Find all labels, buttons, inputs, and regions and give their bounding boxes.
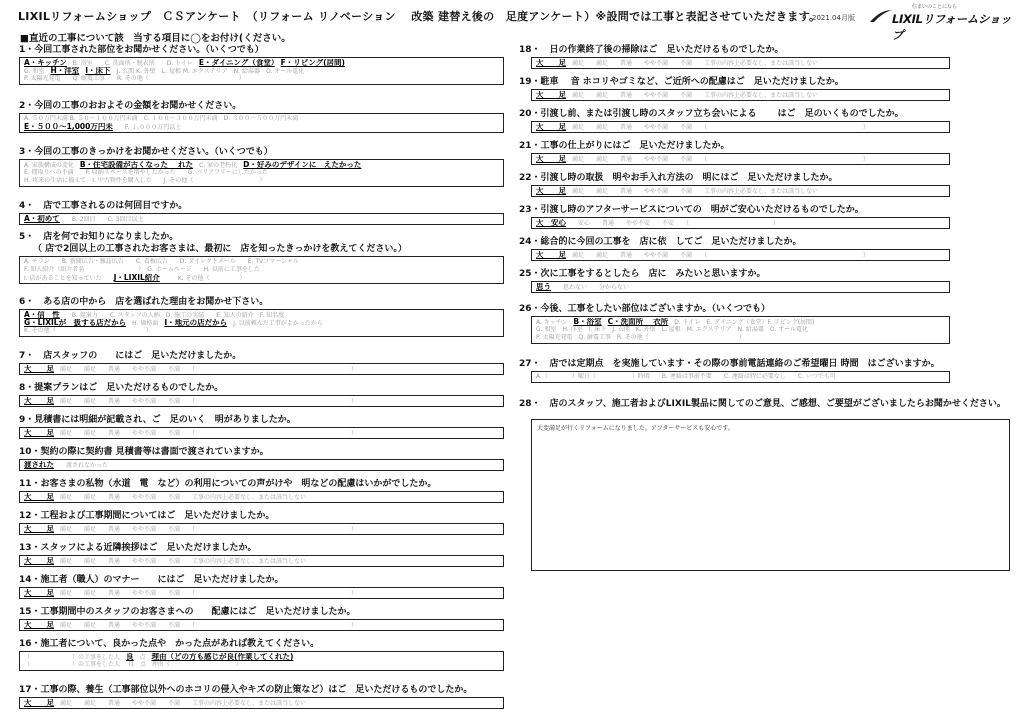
selected-option[interactable]: 大 足 [536, 251, 566, 259]
selected-option[interactable]: 大 足 [24, 397, 54, 405]
selected-option[interactable]: 大 足 [24, 621, 54, 629]
selected-option[interactable]: 大 足 [24, 429, 54, 437]
reason-text[interactable]: 理由（どの方も感じが良(作業してくれた) [151, 653, 294, 661]
question-text: 4・ 店で工事されるのは何回目ですか。 [19, 201, 188, 211]
option-text[interactable]: 満足 満足 普通 やや不満 不満 工事の内容上必要なし、または該当しない [60, 700, 307, 707]
option-text[interactable]: 満足 満足 普通 やや不満 不満 （ ） [60, 590, 358, 597]
question-text: 16・施工者について、良かった点や かった点があれば教えてください。 [19, 639, 320, 649]
answer-box [531, 217, 950, 229]
question-text: 21・工事の仕上がりにはご 足いただけましたか。 [519, 141, 730, 151]
question-text: 6・ ある店の中から 店を選ばれた理由をお聞かせ下さい。 [19, 297, 269, 307]
option-text[interactable]: C. 家の老朽化 [193, 162, 244, 169]
question-text: 20・引渡し前、または引渡し時のスタッフ立ち会いによる はご 足のいくものでしたか。 [519, 109, 904, 119]
option-text[interactable]: （ ）の工事をした人 [24, 654, 127, 661]
question-12 [19, 510, 504, 535]
option-text[interactable]: G. 和室 [24, 68, 51, 75]
question-text: 11・お客さまの私物（水道 電 など）の利用についての声がけや 明などの配慮はいかがでしたか。 [19, 479, 437, 489]
question-19 [519, 76, 950, 101]
option-text[interactable]: A. チラシ B. 新聞広告・雑誌広告 C. 看板広告 D. ダイレクトメール E. TVコマーシャル [24, 258, 299, 265]
selected-option[interactable]: 大 足 [536, 91, 566, 99]
answer-box [19, 619, 504, 631]
answer-box [19, 363, 504, 375]
option-text[interactable]: J. 以前頼んだ工事がよかったから [227, 320, 323, 327]
answer-box [19, 697, 504, 709]
question-26 [519, 303, 950, 344]
option-text[interactable]: A. キッチン [536, 319, 574, 326]
option-text[interactable]: 満足 満足 普通 やや不満 不満 （ ） [572, 252, 870, 259]
selected-option[interactable]: I・地元の店だから [164, 319, 228, 327]
option-text[interactable]: P. 太陽光発電 Q. 耐震工事 R. その他（ ） [536, 334, 745, 341]
question-11 [19, 478, 504, 503]
answer-box [531, 281, 950, 293]
question-text: 19・駐車 音 ホコリやゴミなど、ご近所への配慮はご 足いただけましたか。 [519, 77, 844, 87]
answer-box [531, 185, 950, 197]
answer-box [19, 523, 504, 535]
selected-option[interactable]: 渡された [24, 461, 54, 469]
logo-text: LIXILリフォームショップ [892, 12, 1012, 42]
selected-option[interactable]: 大 足 [536, 155, 566, 163]
option-text[interactable]: 満足 満足 普通 やや不満 不満 （ ） [60, 430, 358, 437]
option-text[interactable]: 点 [133, 654, 152, 661]
question-text: 10・契約の際に契約書 見積書等は書面で渡されていますか。 [19, 447, 269, 457]
question-text: 22・引渡し時の取扱 明やお手入れ方法の 明にはご 足いただけましたか。 [519, 173, 838, 183]
question-text: 15・工事期間中のスタッフのお客さまへの 配慮にはご 足いただけましたか。 [19, 607, 356, 617]
question-text: 26・今後、工事をしたい部位はございますか。（いくつでも） [519, 304, 771, 314]
option-text[interactable]: K. その他（ ） [159, 275, 246, 282]
answer-box [19, 459, 504, 471]
question-text: 1・今回工事された部位をお聞かせください。（いくつでも） [19, 45, 264, 55]
selected-option[interactable]: 大 足 [24, 493, 54, 501]
option-text[interactable]: 安心 普通 やや不安 不安 （ ） [566, 220, 780, 227]
option-text[interactable]: A.（ ）曜日（ ）時頃 B. 連絡は事前不要 C. 連絡は特に必要なし C. いつでも可 [536, 373, 836, 380]
selected-option[interactable]: E・ダイニング（食堂） [198, 59, 275, 67]
selected-option[interactable]: D・好みのデザインに えたかった [243, 161, 362, 169]
option-text[interactable]: 満足 満足 普通 やや不満 不満 （ ） [572, 124, 870, 131]
option-text[interactable]: 満足 満足 普通 やや不満 不満 工事の内容上必要なし、または該当しない [60, 494, 307, 501]
question-16 [19, 638, 504, 671]
answer-box [19, 587, 504, 599]
option-text[interactable]: E. 間取りへの不満 F. 収納スペースを増やしたかった G. バリアフリーにしたかった [24, 169, 268, 176]
answer-box [531, 57, 950, 69]
question-text: 28・ 店のスタッフ、施工者およびLIXIL製品に関してのご意見、ご感想、ご要望がございましたらお聞かせください。 [519, 399, 1006, 409]
lixil-logo [866, 3, 1016, 42]
question-21 [519, 140, 950, 165]
question-28 [519, 398, 1019, 410]
option-text[interactable]: G. 和室 H. 洋室 I. 床下 J. 玄関 K. 外壁 L. 屋根 M. エクステリア N. 給湯器 O. オール電化 [536, 326, 809, 333]
question-6 [19, 296, 504, 337]
option-text[interactable]: A. ５０万円未満 B. ５０～１００万円未満 C. １００～３００万円未満 D. ３００～５００万円未満 [24, 115, 299, 122]
question-text: 13・スタッフによる近隣挨拶はご 足いただけましたか。 [19, 543, 257, 553]
selected-option[interactable]: J・LIXIL紹介 [113, 274, 160, 282]
selected-option[interactable]: 思う [536, 283, 551, 291]
question-text: 2・今回の工事のおおよその金額をお聞かせください。 [19, 101, 242, 111]
selected-option[interactable]: 大 足 [536, 123, 566, 131]
option-text[interactable]: 満足 満足 普通 やや不満 不満 （ ） [60, 622, 358, 629]
question-18 [519, 44, 950, 69]
selected-option[interactable]: 大 足 [24, 525, 54, 533]
selected-option[interactable]: H・洋室 [50, 67, 80, 75]
question-2 [19, 100, 504, 133]
question-9 [19, 414, 504, 439]
selected-option[interactable]: 大 足 [536, 59, 566, 67]
selected-option[interactable]: 大 安心 [536, 219, 566, 227]
selected-option[interactable]: 大 足 [24, 557, 54, 565]
question-10 [19, 446, 504, 471]
question-8 [19, 382, 504, 407]
selected-option[interactable]: A・初めて [24, 215, 60, 223]
option-text[interactable]: D. トイレ E. ダイニング（食堂）F. リビング(居間) [668, 319, 815, 326]
selected-option[interactable]: C・洗面所 衣所 [607, 318, 669, 326]
question-20 [519, 108, 950, 133]
question-15 [19, 606, 504, 631]
answer-box [19, 491, 504, 503]
version-date: 2021.04月版 [812, 14, 855, 22]
answer-box [19, 113, 504, 133]
selected-option[interactable]: E・５００～1,000万円未 [24, 123, 113, 131]
option-text[interactable]: 満足 満足 普通 やや不満 不満 工事の内容上必要なし、または該当しない [572, 60, 819, 67]
question-text: 3・今回の工事のきっかけをお聞かせください。（いくつでも） [19, 147, 273, 157]
selected-option[interactable]: I・床下 [85, 67, 111, 75]
option-text[interactable]: K. その他（ ） [24, 327, 152, 334]
answer-box [531, 121, 950, 133]
question-13 [19, 542, 504, 567]
option-text[interactable]: A. 家族構成の変化 [24, 162, 80, 169]
question-25 [519, 268, 950, 293]
option-text[interactable]: F. 知人紹介（紹介者名 ） G. ホームページ H. 以前に工事をした [24, 266, 260, 273]
option-text[interactable]: B. 浴室 C. 洗面所・脱衣所 D. トイレ [66, 60, 199, 67]
logo-tagline: 住まいのことになら [912, 4, 958, 10]
question-text: 18・ 日の作業終了後の掃除はご 足いただけるものでしたか。 [519, 45, 784, 55]
option-text[interactable]: 思わない 分からない [551, 284, 630, 291]
answer-box [19, 213, 504, 225]
option-text[interactable]: 満足 満足 普通 やや不満 不満 （ ） [60, 398, 358, 405]
option-text[interactable]: 満足 満足 普通 やや不満 不満 工事の内容上必要なし、または該当しない [60, 558, 307, 565]
question-text: 5・ 店を何でお知りになりましたか。 [19, 232, 179, 242]
answer-box [19, 395, 504, 407]
option-text[interactable]: （ ）の工事をした人 良 点 理由（ ） [24, 661, 242, 668]
question-3 [19, 146, 504, 187]
comment-textarea[interactable]: 大変満足が行くリフォームになりました。アフターサービスも安心です。 [531, 419, 1010, 571]
selected-option[interactable]: B・住宅設備が古くなった れた [79, 161, 194, 169]
answer-box [531, 89, 950, 101]
selected-option[interactable]: 大 足 [24, 589, 54, 597]
answer-box [19, 651, 504, 671]
option-text[interactable]: 満足 満足 普通 やや不満 不満 工事の内容上必要なし、または該当しない [572, 188, 819, 195]
question-text: 27・ 店では定期点 を実施しています・その際の事前電話連絡のご希望曜日 時間 はございますか。 [519, 359, 940, 369]
selected-option[interactable]: F・リビング(居間) [280, 59, 345, 67]
answer-box [19, 427, 504, 439]
question-14 [19, 574, 504, 599]
option-text[interactable]: P. 太陽光発電 Q. 耐震工事 R. その他（ ） [24, 75, 245, 82]
selected-option[interactable]: 大 足 [536, 187, 566, 195]
answer-box [19, 309, 504, 337]
selected-option[interactable]: A・キッチン [24, 59, 67, 67]
question-text: 7・ 店スタッフの にはご 足いただけましたか。 [19, 351, 242, 361]
option-text[interactable]: I. 店があることを知っていた [24, 275, 114, 282]
question-24 [519, 236, 950, 261]
question-22 [519, 172, 950, 197]
selected-option[interactable]: 大 足 [24, 365, 54, 373]
answer-box [531, 316, 950, 344]
survey-title: LIXILリフォームショップ ＣＳアンケート （リフォーム リノベーション 改築 建替え後の 足度アンケート）※設問では工事と表記させていただきます。 [18, 10, 821, 23]
option-text[interactable]: H. 将来の生活に備えて I. 中古物件を購入した J. その他（ ） [24, 177, 266, 184]
question-text: 17・工事の際、養生（工事部位以外へのホコリの侵入やキズの防止策など）はご 足いただけるものでしたか。 [19, 685, 473, 695]
option-text[interactable]: H. 価格面 [126, 320, 165, 327]
option-text[interactable]: 満足 満足 普通 やや不満 不満 （ ） [60, 526, 358, 533]
option-text[interactable]: 満足 満足 普通 やや不満 不満 （ ） [60, 366, 358, 373]
option-text[interactable]: B. 2回目 C. 3回目以上 [59, 216, 144, 223]
answer-box [531, 249, 950, 261]
option-text[interactable]: 満足 満足 普通 やや不満 不満 工事の内容上必要なし、または該当しない [572, 92, 819, 99]
answer-box [19, 57, 504, 85]
answer-box [19, 555, 504, 567]
question-text: 14・施工者（職人）のマナー にはご 足いただけましたか。 [19, 575, 284, 585]
question-text: 9・見積書には明細が記載され、ご 足のいく 明がありましたか。 [19, 415, 296, 425]
option-text[interactable]: 満足 満足 普通 やや不満 不満 （ ） [572, 156, 870, 163]
option-text[interactable]: J. 玄関 K. 外壁 L. 屋根 M. エクステリア N. 給湯器 O. オール電化 [110, 68, 305, 75]
question-text: 23・引渡し時のアフターサービスについての 明がご安心いただけるものでしたか。 [519, 205, 864, 215]
question-27 [519, 358, 950, 383]
question-text: 8・提案プランはご 足いただけるものでしたか。 [19, 383, 224, 393]
answer-box [531, 371, 950, 383]
question-text: 25・次に工事をするとしたら 店に みたいと思いますか。 [519, 269, 766, 279]
answer-box [531, 153, 950, 165]
question-text: 12・工程および工事期間についてはご 足いただけましたか。 [19, 511, 275, 521]
instruction: ■直近の工事について該 当する項目に◯をお付け(ください。 [20, 33, 291, 44]
selected-option[interactable]: A・信 性 [24, 311, 60, 319]
option-text[interactable]: F. １,０００万円以上 [112, 124, 182, 131]
question-text: 24・総合的に今回の工事を 店に依 してご 足いただけましたか。 [519, 237, 802, 247]
option-text[interactable]: 渡されなかった [54, 462, 109, 469]
lixil-swoosh-icon [868, 8, 894, 24]
selected-option[interactable]: B・浴室 [573, 318, 602, 326]
question-4 [19, 200, 504, 225]
question-23 [519, 204, 950, 229]
answer-box [19, 256, 504, 284]
answer-box [19, 159, 504, 187]
selected-option[interactable]: G・LIXILが 扱する店だから [24, 319, 127, 327]
question-1 [19, 44, 504, 85]
option-text[interactable]: B. 提案力 C. スタッフの人柄 D. 施工の実績 E. 知人の紹介 F. 知名度 [59, 312, 285, 319]
selected-option[interactable]: 良 [126, 653, 134, 661]
question-17 [19, 684, 504, 709]
selected-option[interactable]: 大 足 [24, 699, 54, 707]
question-5 [19, 231, 504, 284]
question-7 [19, 350, 504, 375]
question-subtext: （ 店で2回以上の工事されたお客さまは、最初に 店を知ったきっかけを教えてください。） [33, 244, 407, 254]
